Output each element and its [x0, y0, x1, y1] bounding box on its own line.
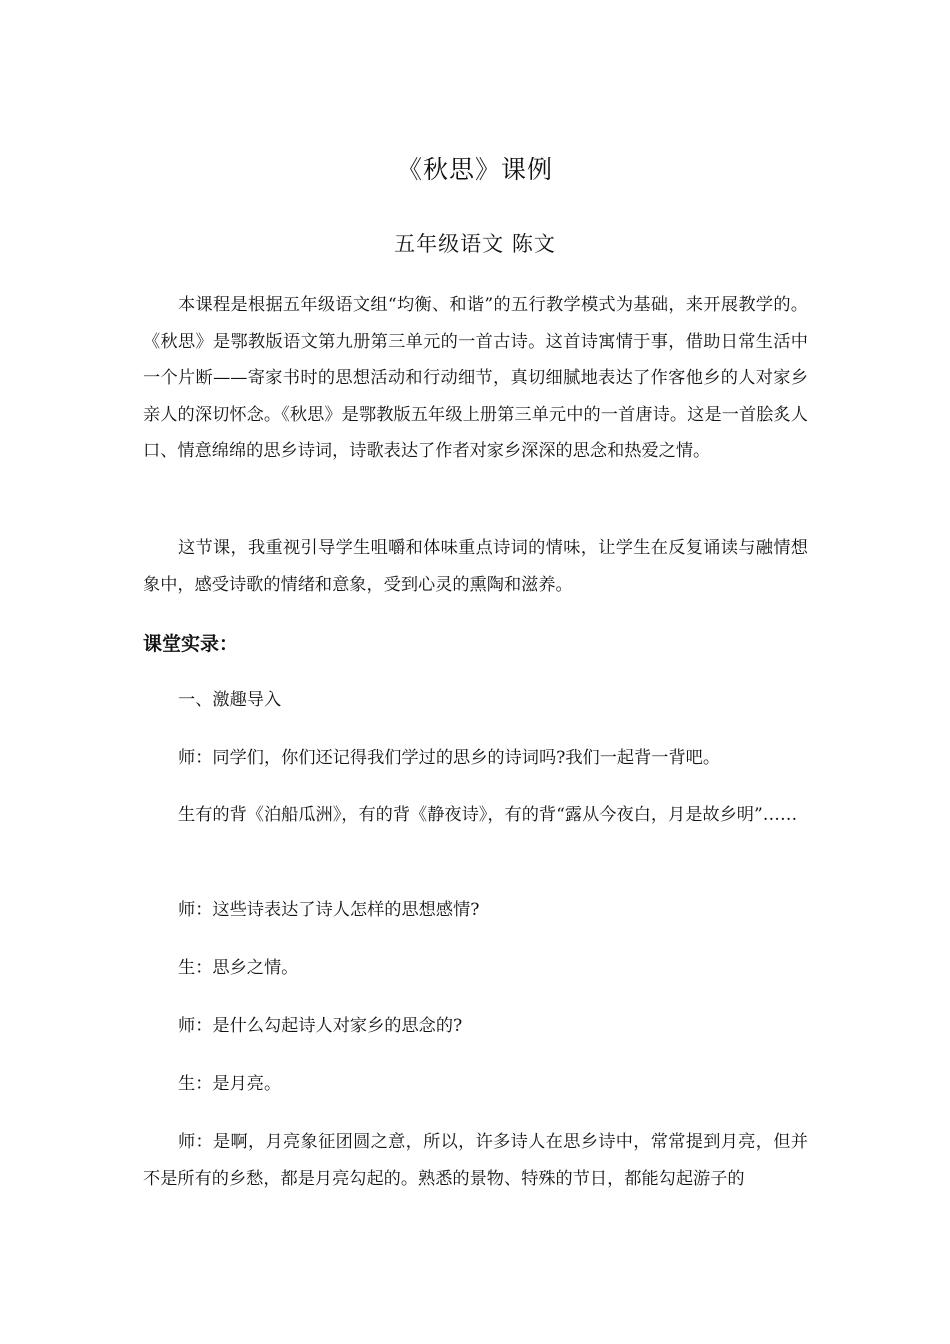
record-line-6: 师：是什么勾起诗人对家乡的思念的?	[178, 1016, 463, 1036]
document-title: 《秋思》课例	[396, 155, 553, 184]
record-line-4: 师：这些诗表达了诗人怎样的思想感情?	[178, 900, 480, 920]
record-line-2: 师：同学们，你们还记得我们学过的思乡的诗词吗?我们一起背一背吧。	[178, 748, 721, 768]
record-line-5: 生：思乡之情。	[178, 958, 299, 978]
record-line-8: 师：是啊，月亮象征团圆之意，所以，许多诗人在思乡诗中，常常提到月亮，但并不是所有的乡愁，都是月亮勾起的。熟悉的景物、特殊的节日，都能勾起游子的	[143, 1132, 808, 1189]
record-line-7: 生：是月亮。	[178, 1074, 282, 1094]
document-subtitle: 五年级语文 陈文	[394, 232, 556, 256]
intro-paragraph-2: 这节课，我重视引导学生咀嚼和体味重点诗词的情味，让学生在反复诵读与融情想象中，感受诗歌的情绪和意象，受到心灵的熏陶和滋养。	[143, 538, 808, 595]
record-line-3: 生有的背《泊船瓜洲》，有的背《静夜诗》，有的背“露从今夜白，月是故乡明”……	[178, 805, 798, 825]
intro-paragraph-1: 本课程是根据五年级语文组“均衡、和谐”的五行教学模式为基础，来开展教学的。《秋思》是鄂教版语文第九册第三单元的一首古诗。这首诗寓情于事，借助日常生活中一个片断——寄家书时的思想活动和行动细节，真切细腻地表达了作客他乡的人对家乡亲人的深切怀念。《秋思》是鄂教版五年级上册第三单元中的一首唐诗。这是一首脍炙人口、情意绵绵的思乡诗词，诗歌表达了作者对家乡深深的思念和热爱之情。	[143, 295, 808, 462]
section-heading: 课堂实录：	[143, 633, 239, 655]
record-line-1: 一、激趣导入	[178, 690, 282, 710]
